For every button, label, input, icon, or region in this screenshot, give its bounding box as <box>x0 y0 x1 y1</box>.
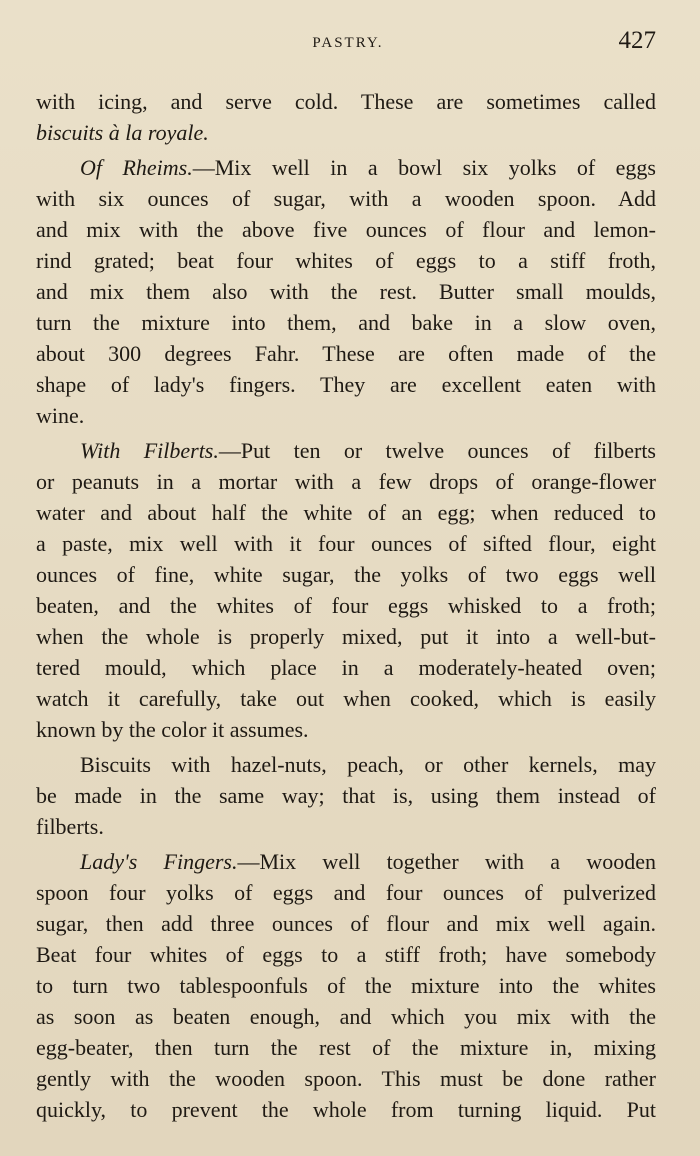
section-heading: Of Rheims. <box>80 155 193 180</box>
text-line: ounces of fine, white sugar, the yolks of two eggs well <box>36 562 656 587</box>
text-line: Biscuits with hazel-nuts, peach, or other kernels, may <box>80 752 656 777</box>
text-line: a paste, mix well with it four ounces of sifted flour, eight <box>36 531 656 556</box>
text-line: rind grated; beat four whites of eggs to a stiff froth, <box>36 248 656 273</box>
text-line: known by the color it assumes. <box>36 717 309 742</box>
text-line: turn the mixture into them, and bake in a slow oven, <box>36 310 656 335</box>
page-number: 427 <box>618 27 656 54</box>
text-line: or peanuts in a mortar with a few drops of orange-flower <box>36 469 656 494</box>
text-line: to turn two tablespoonfuls of the mixture into the whites <box>36 973 656 998</box>
page-header <box>36 27 660 67</box>
text-line: be made in the same way; that is, using them instead of <box>36 783 656 808</box>
text-line: sugar, then add three ounces of flour and mix well again. <box>36 911 656 936</box>
page-body <box>36 86 656 1125</box>
text-line: when the whole is properly mixed, put it into a well-but- <box>36 624 656 649</box>
text-line: water and about half the white of an egg; when reduced to <box>36 500 656 525</box>
text-line: quickly, to prevent the whole from turning liquid. Put <box>36 1097 656 1122</box>
text-line: with icing, and serve cold. These are sometimes called <box>36 89 656 114</box>
text-line: with six ounces of sugar, with a wooden spoon. Add <box>36 186 656 211</box>
text-line: watch it carefully, take out when cooked, which is easily <box>36 686 656 711</box>
text-line: as soon as beaten enough, and which you mix with the <box>36 1004 656 1029</box>
text-line: and mix with the above five ounces of flour and lemon- <box>36 217 656 242</box>
section-heading-line: Of Rheims.—Mix well in a bowl six yolks of eggs <box>80 155 656 180</box>
text-line: beaten, and the whites of four eggs whisked to a froth; <box>36 593 656 618</box>
text-line: spoon four yolks of eggs and four ounces of pulverized <box>36 880 656 905</box>
text-line: gently with the wooden spoon. This must be done rather <box>36 1066 656 1091</box>
section-heading-line: Lady's Fingers.—Mix well together with a wooden <box>80 849 656 874</box>
text-line: about 300 degrees Fahr. These are often made of the <box>36 341 656 366</box>
section-heading: Lady's Fingers. <box>80 849 238 874</box>
section-heading-line: With Filberts.—Put ten or twelve ounces of filberts <box>80 438 656 463</box>
text-line: and mix them also with the rest. Butter small moulds, <box>36 279 656 304</box>
section-heading: With Filberts. <box>80 438 219 463</box>
text-line: shape of lady's fingers. They are excellent eaten with <box>36 372 656 397</box>
text-line: Beat four whites of eggs to a stiff froth; have somebody <box>36 942 656 967</box>
running-head: PASTRY. <box>312 35 384 51</box>
text-line: filberts. <box>36 814 104 839</box>
text-line: tered mould, which place in a moderately-heated oven; <box>36 655 656 680</box>
text-line: wine. <box>36 403 85 428</box>
text-line: egg-beater, then turn the rest of the mixture in, mixing <box>36 1035 656 1060</box>
text-line: biscuits à la royale. <box>36 120 209 145</box>
